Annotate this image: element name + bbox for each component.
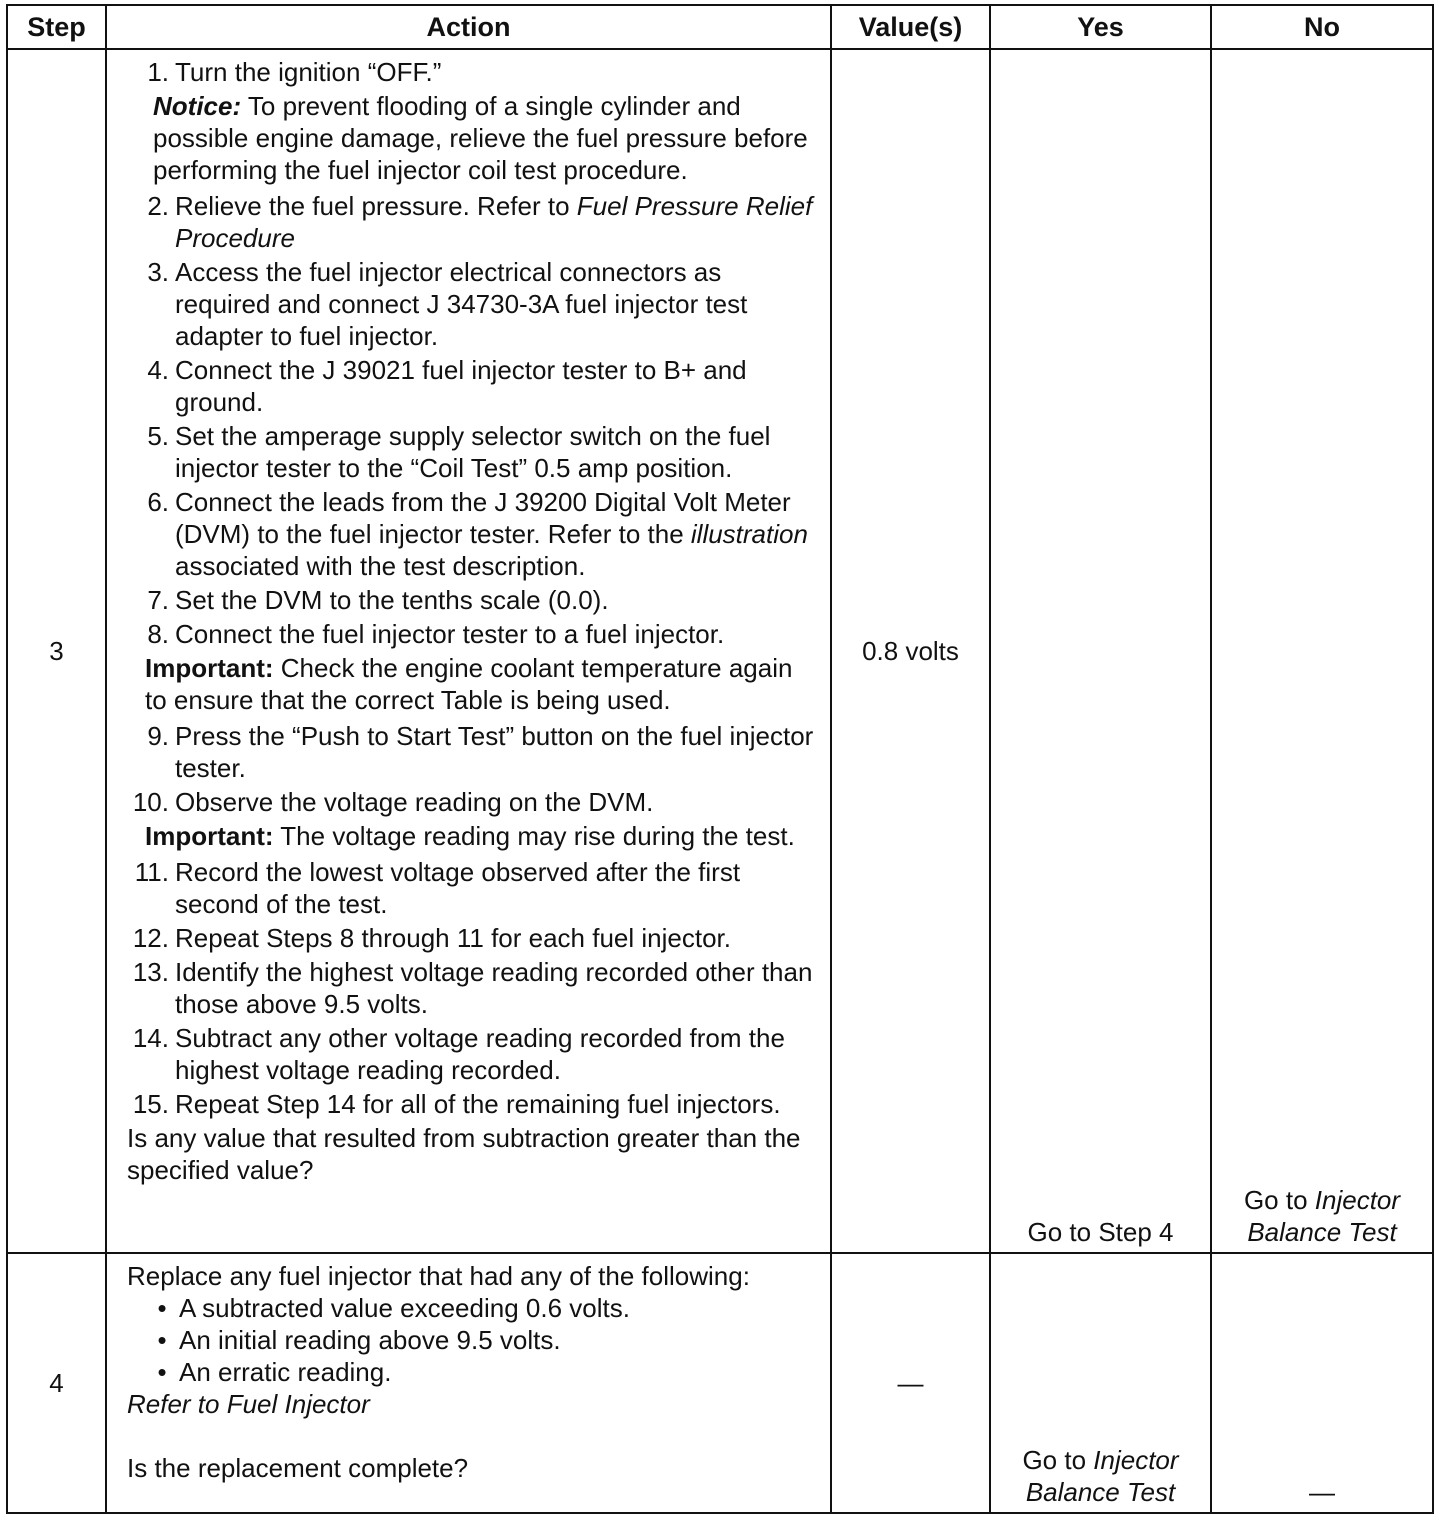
notice: Notice: To prevent flooding of a single cylinder and possible engine damage, relieve the fuel pressure before performing the fuel injector coil test procedure. <box>153 91 808 185</box>
illustration-reference: illustration <box>690 519 808 549</box>
list-item: • An erratic reading. <box>145 1356 818 1388</box>
intro-text: Replace any fuel injector that had any of the following: <box>127 1261 750 1291</box>
list-item: 3. Access the fuel injector electrical connectors as required and connect J 34730-3A fuel injector test adapter to fuel injector. <box>147 257 748 351</box>
action-cell <box>106 1253 831 1513</box>
table-row-step-3 <box>7 49 1433 1253</box>
action-cell <box>106 49 831 1253</box>
list-item: • An initial reading above 9.5 volts. <box>145 1324 818 1356</box>
list-item: 2. Relieve the fuel pressure. Refer to Fuel Pressure Relief Procedure <box>147 191 813 253</box>
step-number: 3 <box>7 49 106 1253</box>
header-row <box>7 5 1433 49</box>
table-row-step-4 <box>7 1253 1433 1513</box>
bullet-icon: • <box>157 1293 167 1323</box>
procedure-reference: Fuel Pressure Relief Procedure <box>175 191 813 253</box>
balance-test-reference: Injector Balance Test <box>1025 1445 1179 1507</box>
list-item: 9. Press the “Push to Start Test” button on the fuel injector tester. <box>147 721 814 783</box>
list-item: 7. Set the DVM to the tenths scale (0.0). <box>147 585 609 615</box>
yes-cell: Go to Step 4 <box>990 49 1211 1253</box>
yes-cell: Go to Injector Balance Test <box>990 1253 1211 1513</box>
question: Is any value that resulted from subtraction greater than the specified value? <box>127 1123 801 1185</box>
list-item: 12. Repeat Steps 8 through 11 for each fuel injector. <box>132 923 731 953</box>
notice-label: Notice: <box>153 91 242 121</box>
question: Is the replacement complete? <box>127 1453 469 1483</box>
header-values: Value(s) <box>831 5 990 49</box>
value-cell: 0.8 volts <box>831 49 990 1253</box>
header-yes: Yes <box>990 5 1211 49</box>
fuel-injector-reference: Refer to Fuel Injector <box>127 1389 370 1419</box>
list-item: 5. Set the amperage supply selector switch on the fuel injector tester to the “Coil Test” 0.5 amp position. <box>147 421 771 483</box>
list-item: 14. Subtract any other voltage reading recorded from the highest voltage reading recorded. <box>132 1023 785 1085</box>
no-cell: — <box>1211 1253 1433 1513</box>
list-item: 4. Connect the J 39021 fuel injector tester to B+ and ground. <box>147 355 747 417</box>
step-number: 4 <box>7 1253 106 1513</box>
header-step: Step <box>7 5 106 49</box>
header-no: No <box>1211 5 1433 49</box>
important-note: Important: The voltage reading may rise during the test. <box>145 821 795 851</box>
list-item: 8. Connect the fuel injector tester to a fuel injector. <box>147 619 725 649</box>
no-cell: Go to Injector Balance Test <box>1211 49 1433 1253</box>
balance-test-reference: Injector Balance Test <box>1247 1185 1401 1247</box>
important-note: Important: Check the engine coolant temperature again to ensure that the correct Table is being used. <box>145 653 793 715</box>
list-item: • A subtracted value exceeding 0.6 volts. <box>145 1292 818 1324</box>
list-item: 13. Identify the highest voltage reading recorded other than those above 9.5 volts. <box>132 957 813 1019</box>
diagnostic-table <box>6 4 1434 1514</box>
list-item: 10. Observe the voltage reading on the DVM. <box>132 787 654 817</box>
header-action: Action <box>106 5 831 49</box>
value-cell: — <box>831 1253 990 1513</box>
list-item: 15. Repeat Step 14 for all of the remaining fuel injectors. <box>132 1089 781 1119</box>
list-item: 6. Connect the leads from the J 39200 Digital Volt Meter (DVM) to the fuel injector tester. Refer to the illustration associated with the test description. <box>147 487 808 581</box>
list-item: 1. Turn the ignition “OFF.” <box>147 57 442 87</box>
list-item: 11. Record the lowest voltage observed after the first second of the test. <box>134 857 741 919</box>
bullet-icon: • <box>157 1325 167 1355</box>
bullet-icon: • <box>157 1357 167 1387</box>
